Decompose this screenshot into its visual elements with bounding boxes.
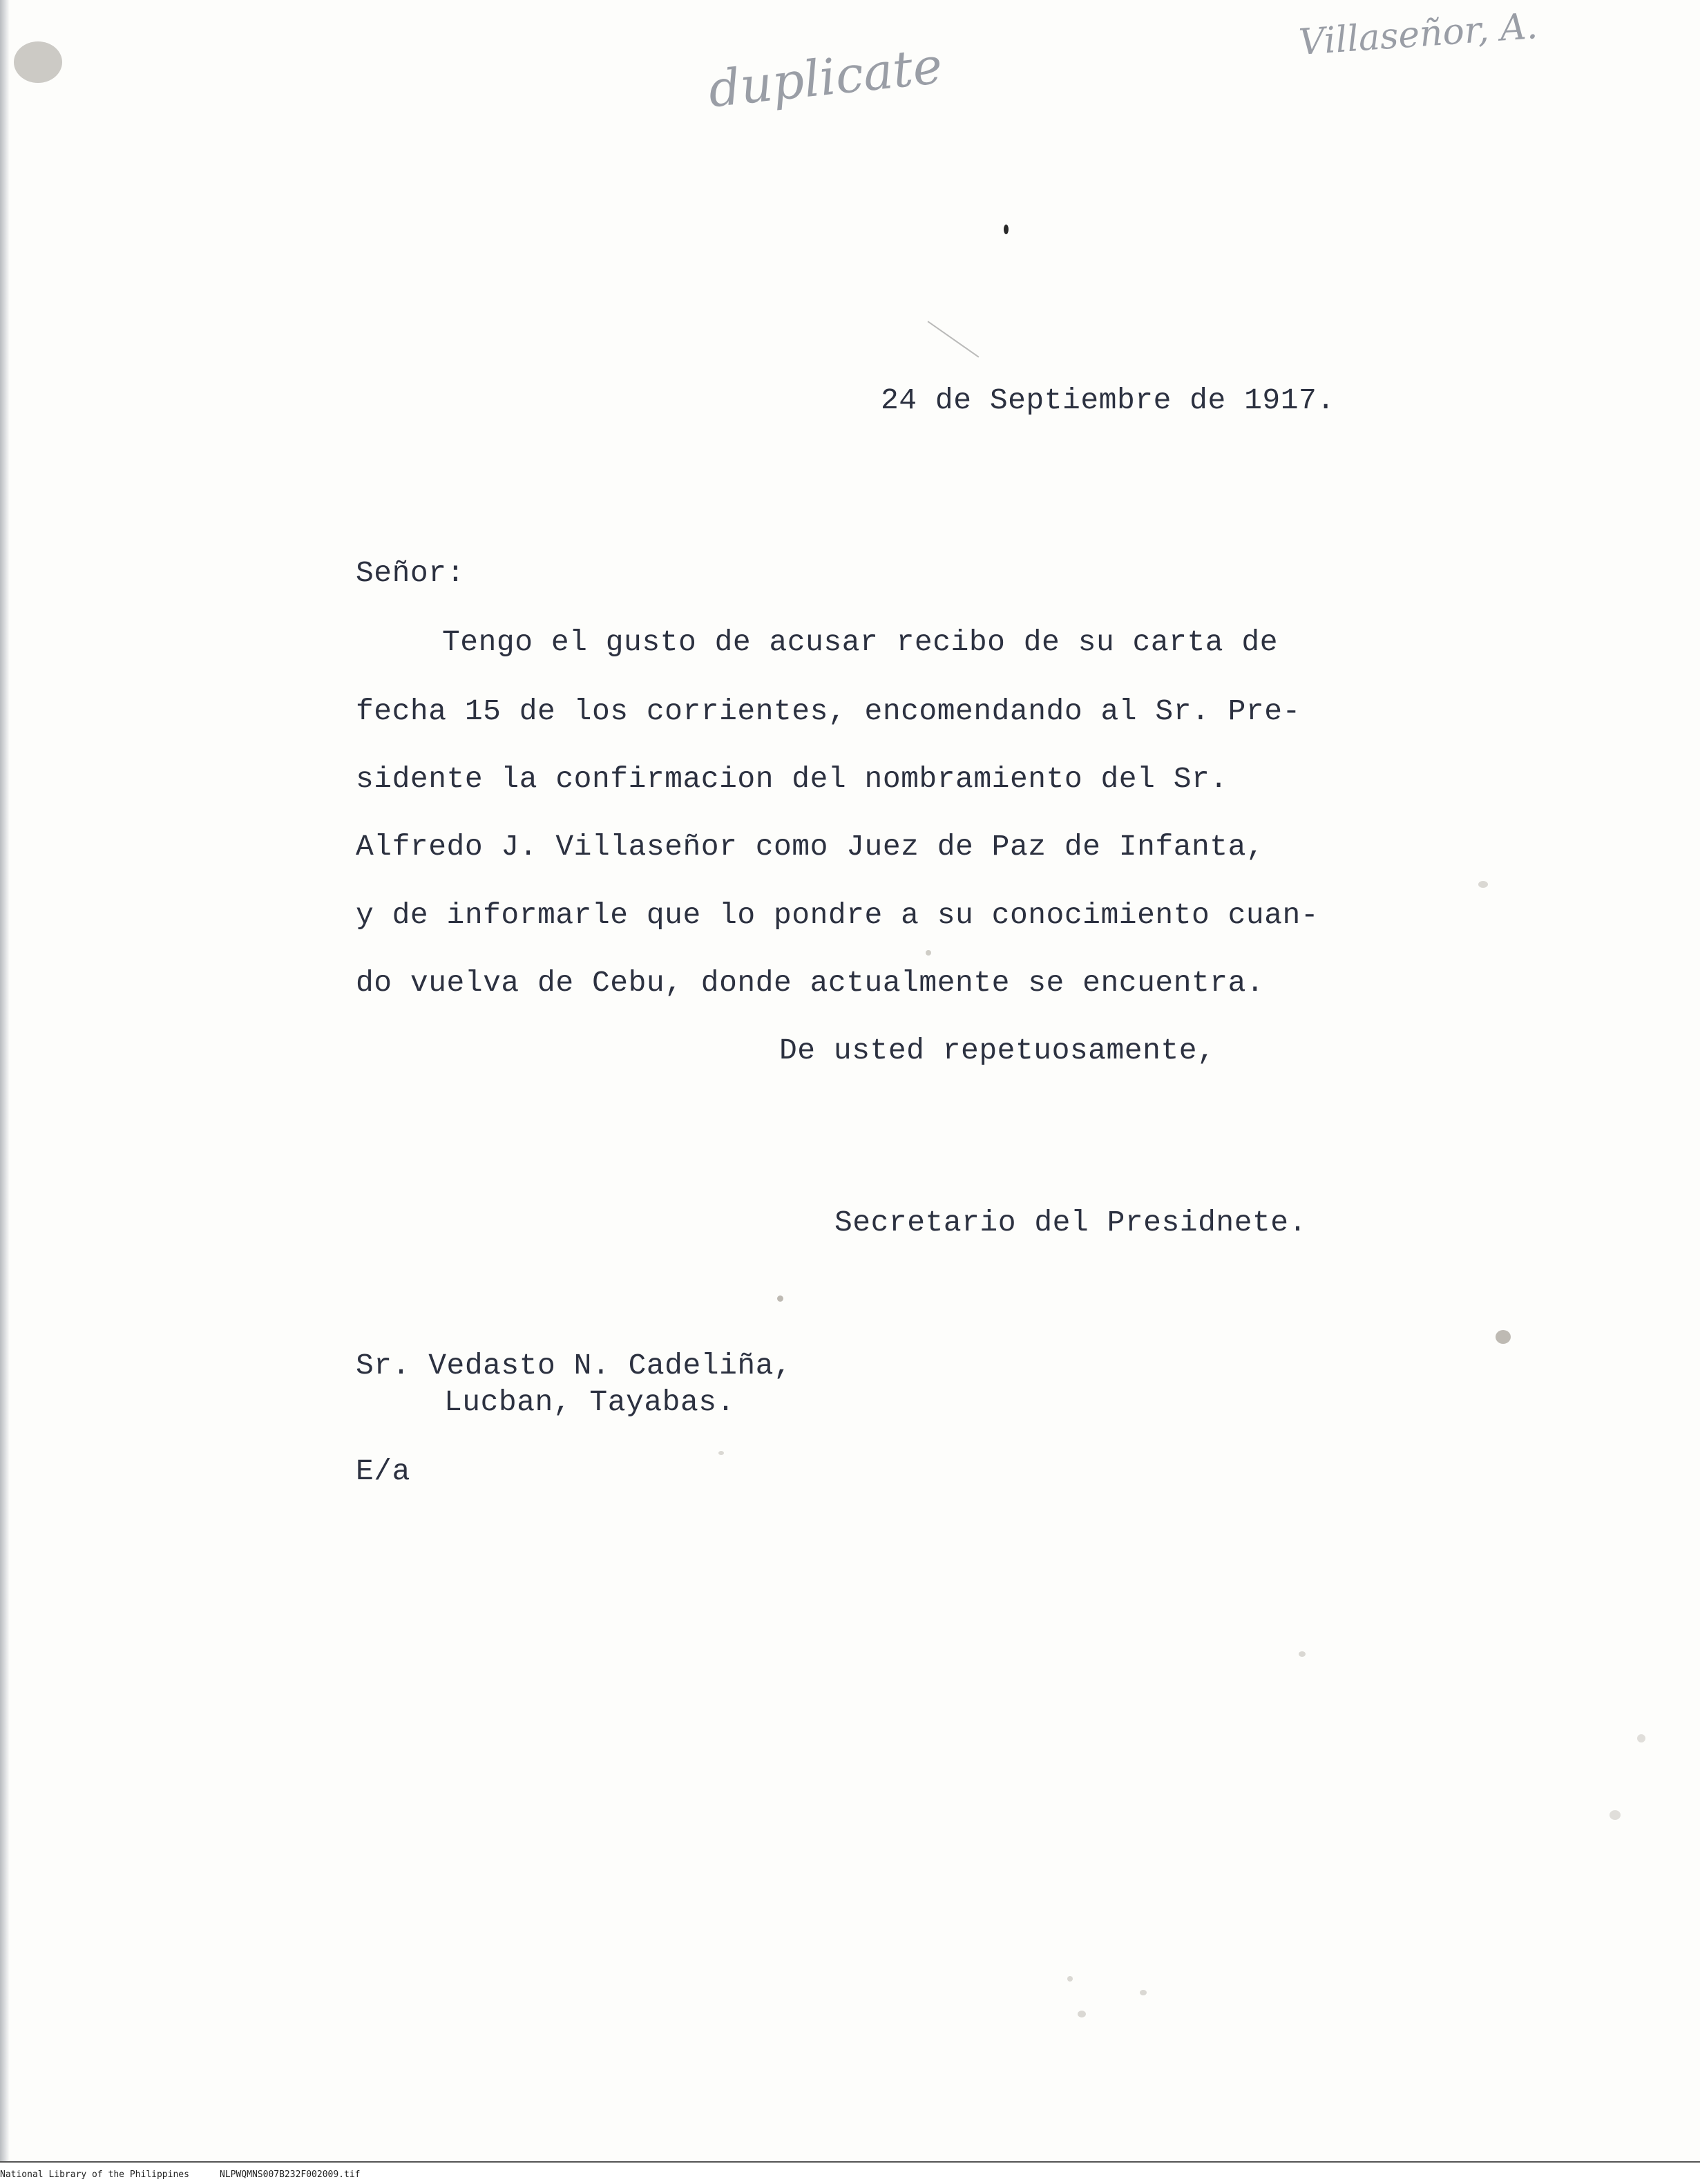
body-line: Alfredo J. Villaseñor como Juez de Paz de Infanta, bbox=[356, 830, 1265, 864]
stain-spot bbox=[1067, 1976, 1073, 1982]
stain-spot bbox=[1004, 225, 1009, 234]
stain-spot bbox=[1078, 2011, 1086, 2017]
stain-spot bbox=[926, 950, 931, 956]
stain-spot bbox=[1610, 1810, 1621, 1820]
stain-spot bbox=[1496, 1330, 1511, 1344]
stain-spot bbox=[1299, 1651, 1306, 1657]
addressee-name: Sr. Vedasto N. Cadeliña, bbox=[356, 1349, 792, 1383]
letter-closing: De usted repetuosamente, bbox=[779, 1034, 1216, 1067]
footer-filename: NLPWQMNS007B232F002009.tif bbox=[220, 2169, 361, 2180]
body-line: do vuelva de Cebu, donde actualmente se encuentra. bbox=[356, 966, 1265, 1000]
scan-edge-shadow bbox=[0, 0, 10, 2184]
body-line: fecha 15 de los corrientes, encomendando al Sr. Pre- bbox=[356, 694, 1301, 728]
stain-spot bbox=[718, 1451, 724, 1455]
body-line: Tengo el gusto de acusar recibo de su carta de bbox=[442, 625, 1278, 659]
handwritten-name-note: Villaseñor, A. bbox=[1297, 6, 1539, 64]
stain-spot bbox=[1637, 1734, 1645, 1743]
stain-spot bbox=[777, 1295, 783, 1302]
reference-initials: E/a bbox=[356, 1454, 410, 1488]
footer-institution: National Library of the Philippines bbox=[0, 2169, 189, 2180]
handwritten-duplicate-note: duplicate bbox=[705, 36, 945, 119]
letter-date: 24 de Septiembre de 1917. bbox=[881, 383, 1335, 417]
stain-spot bbox=[1478, 881, 1488, 888]
stain-spot bbox=[1140, 1990, 1147, 1995]
body-line: y de informarle que lo pondre a su conocimiento cuan- bbox=[356, 898, 1319, 932]
stain-spot bbox=[14, 41, 62, 83]
scratch-mark bbox=[928, 321, 980, 357]
addressee-location: Lucban, Tayabas. bbox=[444, 1385, 735, 1419]
body-line: sidente la confirmacion del nombramiento del Sr. bbox=[356, 762, 1228, 796]
signature-title: Secretario del Presidnete. bbox=[834, 1206, 1307, 1240]
letter-salutation: Señor: bbox=[356, 556, 465, 590]
